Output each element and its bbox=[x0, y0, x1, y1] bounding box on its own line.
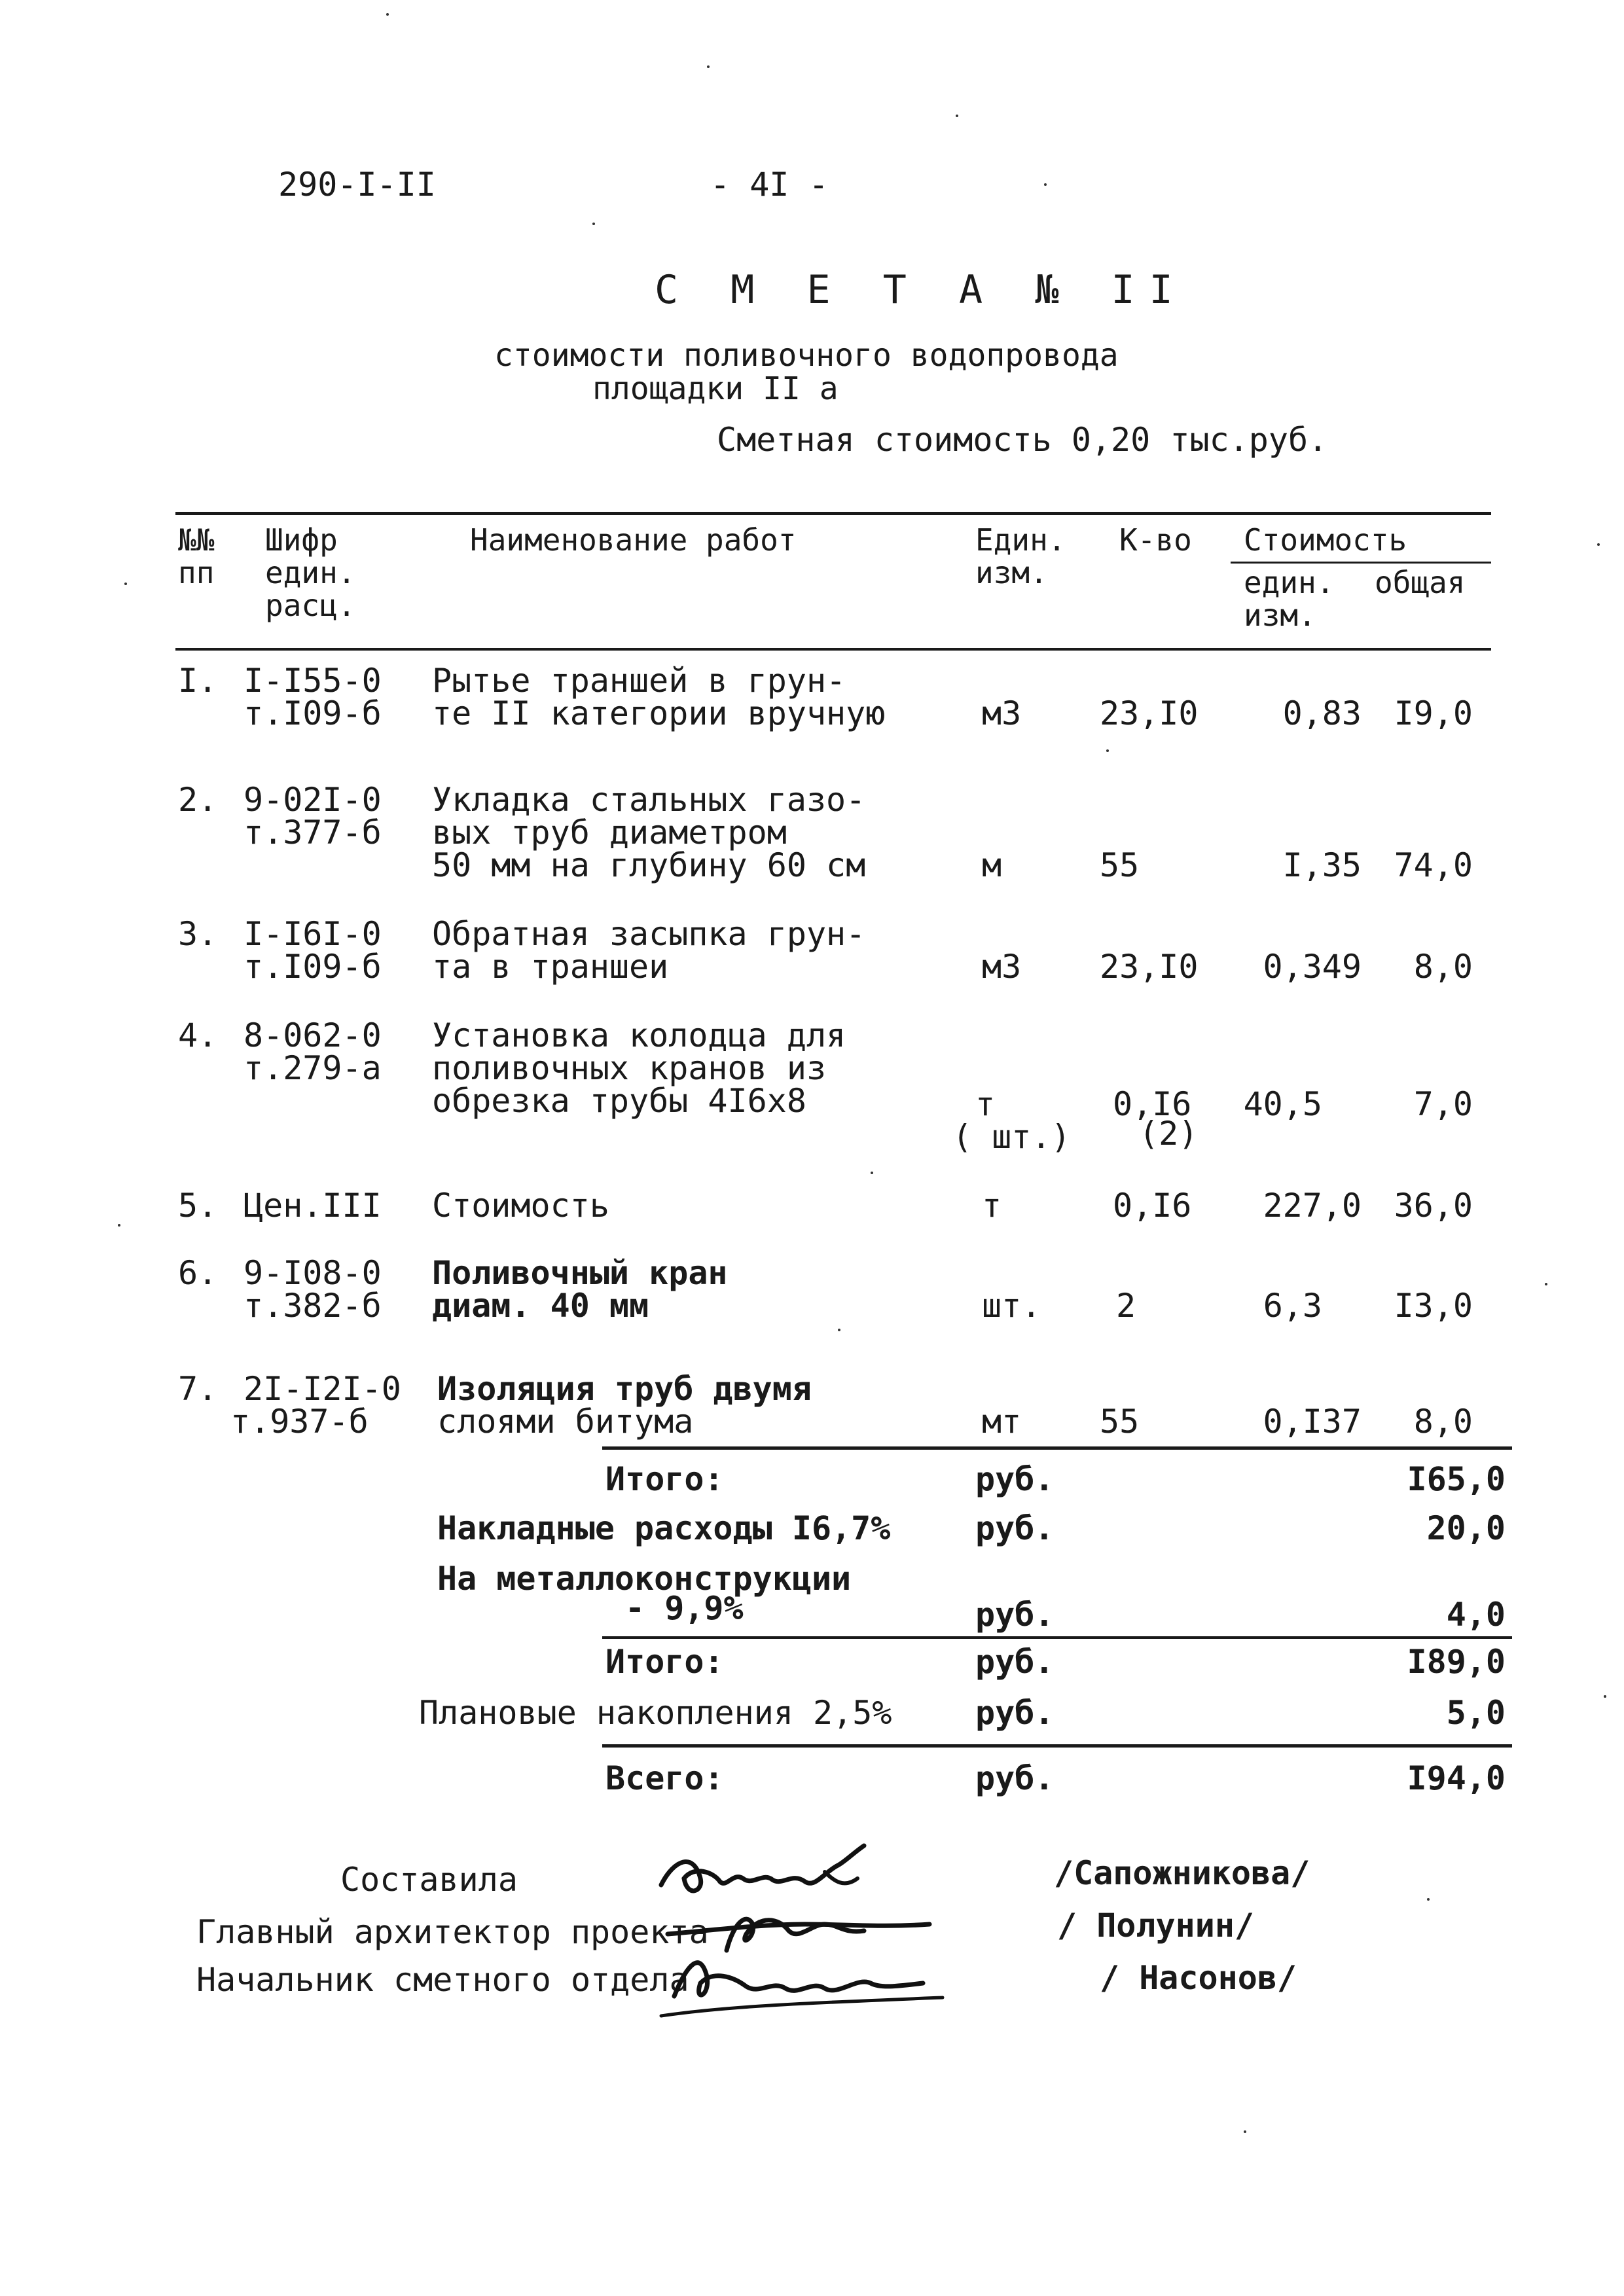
row-unit: т bbox=[982, 1187, 1002, 1225]
header-cost: Стоимость bbox=[1244, 522, 1407, 558]
scan-speck bbox=[1244, 2130, 1246, 2133]
row-code: т.279-а bbox=[244, 1049, 382, 1087]
estimated-cost: Сметная стоимость 0,20 тыс.руб. bbox=[717, 421, 1328, 459]
header-code-2: един. bbox=[265, 555, 356, 590]
row-quantity: 0,I6 bbox=[1113, 1187, 1192, 1225]
header-unit-2: изм. bbox=[975, 555, 1048, 590]
row-quantity: 55 bbox=[1100, 846, 1140, 884]
row-quantity: 23,I0 bbox=[1100, 694, 1199, 732]
row-unit: м3 bbox=[982, 694, 1022, 732]
row-unit: т bbox=[975, 1085, 996, 1123]
header-bottom-rule bbox=[175, 648, 1491, 651]
row-quantity: 2 bbox=[1116, 1287, 1136, 1325]
scan-speck bbox=[1106, 749, 1109, 752]
scan-speck bbox=[1044, 183, 1047, 186]
signatory-role: Главный архитектор проекта bbox=[196, 1913, 709, 1951]
row-work-name: обрезка трубы 4I6x8 bbox=[432, 1082, 806, 1120]
planned-accumulation-label: Плановые накопления 2,5% bbox=[419, 1694, 892, 1732]
row-code: т.937-б bbox=[230, 1403, 369, 1441]
row-work-name: та в траншеи bbox=[432, 948, 669, 986]
row-quantity-alt: (2) bbox=[1139, 1115, 1199, 1153]
row-work-name: Обратная засыпка грун- bbox=[432, 915, 866, 953]
row-code: т.377-б bbox=[244, 814, 382, 852]
row-code: Цен.III bbox=[244, 1187, 382, 1225]
header-quantity: К-во bbox=[1119, 522, 1192, 558]
scan-speck bbox=[1545, 1283, 1547, 1285]
summary-unit: руб. bbox=[975, 1509, 1055, 1547]
row-code: 9-I08-0 bbox=[244, 1254, 382, 1292]
row-work-name: слоями битума bbox=[437, 1403, 694, 1441]
row-unit-price: 6,3 bbox=[1263, 1287, 1322, 1325]
row-work-name: диам. 40 мм bbox=[432, 1287, 649, 1325]
row-number: 4. bbox=[178, 1016, 218, 1054]
row-number: 7. bbox=[178, 1370, 218, 1408]
header-total-cost: общая bbox=[1375, 565, 1466, 600]
row-work-name: Установка колодца для bbox=[432, 1016, 846, 1054]
row-total: 8,0 bbox=[1413, 948, 1473, 986]
scan-speck bbox=[1597, 543, 1600, 546]
row-code: т.I09-б bbox=[244, 694, 382, 732]
row-total: 8,0 bbox=[1413, 1403, 1473, 1441]
row-work-name: поливочных кранов из bbox=[432, 1049, 827, 1087]
row-work-name: Рытье траншей в грун- bbox=[432, 662, 846, 700]
subtitle-line-1: стоимости поливочного водопровода bbox=[494, 337, 1119, 374]
signatory-name: / Полунин/ bbox=[1057, 1907, 1255, 1945]
row-number: 3. bbox=[178, 915, 218, 953]
scan-speck bbox=[707, 65, 710, 68]
header-code-3: расц. bbox=[265, 588, 356, 623]
header-work-name: Наименование работ bbox=[470, 522, 797, 558]
metal-structures-percent: - 9,9% bbox=[625, 1589, 744, 1627]
row-unit: м bbox=[982, 846, 1002, 884]
summary-bottom-rule bbox=[602, 1744, 1512, 1748]
summary-unit: руб. bbox=[975, 1596, 1055, 1634]
row-unit: м3 bbox=[982, 948, 1022, 986]
subtotal-value: I65,0 bbox=[1407, 1460, 1506, 1498]
summary-unit: руб. bbox=[975, 1643, 1055, 1681]
summary-unit: руб. bbox=[975, 1460, 1055, 1498]
signatory-role: Составила bbox=[340, 1861, 518, 1899]
handwritten-signatures bbox=[648, 1826, 956, 2029]
row-work-name: Поливочный кран bbox=[432, 1254, 728, 1292]
row-work-name: Укладка стальных газо- bbox=[432, 781, 866, 819]
metal-structures-value: 4,0 bbox=[1446, 1596, 1506, 1634]
row-work-name: вых труб диаметром bbox=[432, 814, 787, 852]
header-num-1: №№ bbox=[178, 522, 215, 558]
subtotal-2-label: Итого: bbox=[605, 1643, 724, 1681]
subtitle-line-2: площадки II а bbox=[592, 370, 839, 407]
header-unit-cost-1: един. bbox=[1244, 565, 1335, 600]
summary-unit: руб. bbox=[975, 1759, 1055, 1797]
summary-mid-rule bbox=[602, 1636, 1512, 1639]
document-title: С М Е Т А № II bbox=[655, 267, 1187, 313]
grand-total-value: I94,0 bbox=[1407, 1759, 1506, 1797]
row-unit-price: 227,0 bbox=[1263, 1187, 1362, 1225]
row-unit-price: 0,349 bbox=[1263, 948, 1362, 986]
metal-structures-label: На металлоконструкции bbox=[437, 1560, 852, 1598]
scan-speck bbox=[1604, 1695, 1606, 1698]
header-num-2: пп bbox=[178, 555, 215, 590]
row-quantity: 23,I0 bbox=[1100, 948, 1199, 986]
page-number: - 4I - bbox=[710, 166, 829, 204]
row-code: 9-02I-0 bbox=[244, 781, 382, 819]
row-work-name: Изоляция труб двумя bbox=[437, 1370, 812, 1408]
scan-speck bbox=[124, 583, 127, 585]
signatory-role: Начальник сметного отдела bbox=[196, 1961, 689, 1999]
row-number: I. bbox=[178, 662, 218, 700]
subtotal-label: Итого: bbox=[605, 1460, 724, 1498]
row-unit: мт bbox=[982, 1403, 1022, 1441]
scan-speck bbox=[386, 13, 389, 16]
scan-speck bbox=[838, 1329, 840, 1331]
row-work-name: те II категории вручную bbox=[432, 694, 886, 732]
scan-speck bbox=[118, 1224, 120, 1227]
row-total: I9,0 bbox=[1394, 694, 1473, 732]
row-quantity: 55 bbox=[1100, 1403, 1140, 1441]
row-unit-price: 0,83 bbox=[1282, 694, 1362, 732]
overhead-value: 20,0 bbox=[1426, 1509, 1506, 1547]
row-code: т.382-б bbox=[244, 1287, 382, 1325]
signatory-name: / Насонов/ bbox=[1100, 1959, 1297, 1997]
summary-unit: руб. bbox=[975, 1694, 1055, 1732]
scan-speck bbox=[592, 223, 595, 225]
row-quantity: 0,I6 bbox=[1113, 1085, 1192, 1123]
row-number: 6. bbox=[178, 1254, 218, 1292]
row-code: I-I6I-0 bbox=[244, 915, 382, 953]
cost-header-rule bbox=[1231, 562, 1491, 564]
row-total: 36,0 bbox=[1394, 1187, 1473, 1225]
row-work-name: 50 мм на глубину 60 см bbox=[432, 846, 866, 884]
summary-top-rule bbox=[602, 1446, 1512, 1450]
overhead-label: Накладные расходы I6,7% bbox=[437, 1509, 891, 1547]
row-total: I3,0 bbox=[1394, 1287, 1473, 1325]
row-unit-price: I,35 bbox=[1282, 846, 1362, 884]
row-code: т.I09-б bbox=[244, 948, 382, 986]
header-code-1: Шифр bbox=[265, 522, 338, 558]
subtotal-2-value: I89,0 bbox=[1407, 1643, 1506, 1681]
scan-speck bbox=[871, 1172, 873, 1174]
row-code: 8-062-0 bbox=[244, 1016, 382, 1054]
table-top-rule bbox=[175, 512, 1491, 515]
row-number: 5. bbox=[178, 1187, 218, 1225]
scan-speck bbox=[1427, 1898, 1430, 1901]
scan-speck bbox=[956, 115, 958, 117]
row-work-name: Стоимость bbox=[432, 1187, 609, 1225]
row-total: 74,0 bbox=[1394, 846, 1473, 884]
grand-total-label: Всего: bbox=[605, 1759, 724, 1797]
row-unit-alt: ( шт.) bbox=[952, 1118, 1071, 1156]
row-unit-price: 40,5 bbox=[1243, 1085, 1322, 1123]
row-unit: шт. bbox=[982, 1287, 1041, 1325]
row-code: 2I-I2I-0 bbox=[244, 1370, 401, 1408]
row-code: I-I55-0 bbox=[244, 662, 382, 700]
document-code: 290-I-II bbox=[278, 166, 436, 204]
planned-accumulation-value: 5,0 bbox=[1446, 1694, 1506, 1732]
row-number: 2. bbox=[178, 781, 218, 819]
header-unit-1: Един. bbox=[975, 522, 1066, 558]
row-unit-price: 0,I37 bbox=[1263, 1403, 1362, 1441]
header-unit-cost-2: изм. bbox=[1244, 598, 1316, 633]
signatory-name: /Сапожникова/ bbox=[1054, 1854, 1310, 1892]
row-total: 7,0 bbox=[1413, 1085, 1473, 1123]
